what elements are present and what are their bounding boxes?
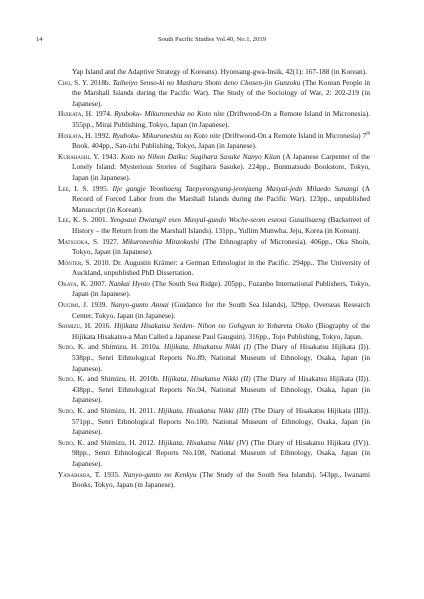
reference-text: (A Record of Forced Labor from the Marshall Islands during the Pacific War). 123pp., unpublished Manuscript (in Korean).	[72, 183, 370, 214]
reference-entry	[58, 78, 370, 110]
reference-author: Sudo	[58, 437, 73, 447]
reference-author-rest: , S. 1927.	[87, 236, 122, 246]
journal-title: South Pacific Studies Vol.40, No.1, 2019	[157, 36, 266, 43]
reference-author: Cho	[58, 77, 71, 87]
reference-text: (Driftwood-On a Remote Island in Micronesia). 355pp., Mirai Publishing, Tokyo, Japan (in Japanese).	[72, 109, 370, 129]
reference-title: Hijikata, Hisakatsu Nikki (I)	[163, 342, 251, 352]
reference-title: Hijikata, Hisakatsu Nikki (II)	[162, 374, 251, 384]
reference-entry	[58, 67, 370, 78]
reference-author-rest: , I. S. 1995.	[68, 183, 113, 193]
reference-title: Nankai Hyoto	[108, 278, 150, 288]
reference-author: Hijikata	[58, 109, 82, 119]
reference-title: Koto no Nihon Daiku: Sugihara Sasuke Nanyo Kitan	[120, 151, 281, 161]
reference-text: (The Study of the South Sea Islands). 543pp., Iwanami Books, Tokyo, Japan (in Japanese).	[72, 469, 370, 490]
reference-text: (A Japanese Carpenter of the Lonely Island: Mysterious Stories of Sugihara Sasuke). 224pp., Bunmatsudo Bookstore, Tokyo, Japan (in Japanese).	[72, 151, 370, 182]
reference-author-rest: , K. and Shimizu, H. 2010b.	[72, 374, 163, 384]
reference-author: Matsuoka	[58, 236, 88, 246]
reference-title: Mikuroneshia Minzokushi	[121, 236, 200, 246]
reference-entry	[58, 109, 370, 130]
reference-author-rest: , Y. 1943.	[89, 151, 121, 161]
reference-text: (The Diary of Hisakatsu Hijikata (II)). 438pp., Senri Ethnological Reports No.94, National Museum of Ethnology, Osaka, Japan (in Japanese).	[72, 374, 370, 405]
reference-author: Shimizu	[58, 321, 81, 331]
reference-superscript: th	[366, 131, 370, 137]
reference-title: Yeogsaui Dwiangil eseo Masyal-gundo Woche-seom eseoui Gusailsaeng	[110, 215, 326, 225]
page-number: 14	[36, 36, 43, 43]
reference-author-rest: , S. Y. 2018b.	[70, 77, 113, 87]
reference-author: Sudo	[58, 342, 73, 352]
reference-entry	[58, 131, 370, 152]
reference-text: (Guidance for the South Sea Islands), 329pp. Overseas Research Center, Tokyo, Japan (in Japanese).	[72, 300, 370, 320]
reference-author: Okaya	[58, 278, 77, 288]
reference-text: (The Korean People in the Marshall Islands during the Pacific War). The Study of the Sociology of War, 2: 202-219 (in Japanese).	[72, 77, 370, 108]
reference-entry	[58, 342, 370, 374]
reference-author-rest: , H. 1992.	[81, 130, 113, 140]
reference-entry	[58, 300, 370, 321]
reference-title: Ilje gangje Yeonhaeng Taepyeongyang-jeonjaeng Masyal-jedo Milaedo Sunangi	[112, 183, 359, 193]
reference-author: Mönter	[58, 257, 82, 267]
reference-title: Taiheiyo Senso-ki no Masharu Shoto deno Chosen-jin Gunzoku	[112, 77, 301, 87]
reference-author-rest: , K. and Shimizu, H. 2012.	[72, 437, 159, 447]
reference-text: Book. 404pp., San-ichi Publishing, Tokyo, Japan (in Japanese).	[72, 141, 257, 151]
reference-author-rest: , K. and Shimizu, H. 2011.	[72, 406, 158, 415]
reference-author: Ougimi	[58, 300, 79, 310]
reference-author: Sudo	[58, 374, 73, 384]
reference-entry	[58, 237, 370, 258]
reference-title: Nanyo-gunto Annai	[110, 300, 169, 310]
reference-text: (The Ethnography of Micronesia). 406pp., Oka Shoin, Tokyo, Japan (in Japanese).	[72, 236, 370, 257]
reference-entry	[58, 438, 370, 470]
reference-entry	[58, 279, 370, 300]
reference-author: Lee	[58, 215, 69, 225]
reference-title: Ryuboku- Mikuroneshia no Koto nite	[114, 109, 225, 119]
reference-author-rest: , T. 1935.	[89, 469, 124, 479]
reference-author-rest: , J. 1939.	[78, 300, 111, 310]
reference-text: (Biography of the Hijikata Hisakatsu-a Man Called a Japanese Paul Gauguin). 316pp., Tojo Publishing, Tokyo, Japan.	[72, 321, 370, 341]
reference-text: (Driftwood-On a Remote Island in Micronesia) 7	[220, 130, 367, 140]
reference-author: Sudo	[58, 406, 73, 415]
reference-text: (The Diary of Hisakatsu Hijikata (IV)). 98pp., Senri Ethnological Reports No.108, National Museum of Ethnology, Osaka, Japan (in Japanese).	[72, 437, 370, 468]
reference-title: Hijikata, Hisakatsu Nikki (IV)	[158, 437, 249, 447]
reference-text: (Backstreet of History – the Return from the Marshall Islands). 131pp., Yullim Munwha, Jeju, Korea (in Korean).	[72, 215, 370, 235]
reference-entry	[58, 152, 370, 184]
reference-author-rest: , K. S. 2001.	[68, 215, 111, 225]
reference-text: (The South Sea Ridge). 205pp., Fuzanbo International Publishers, Tokyo, Japan (in Japanese).	[72, 278, 370, 299]
reference-author: Lee	[58, 183, 69, 193]
reference-author-rest: , H. 1974.	[81, 109, 115, 119]
reference-author-rest: , H. 2016.	[80, 321, 115, 331]
reference-text: (The Diary of Hisakatsu Hijikata (III)). 571pp., Senri Ethnological Reports No.100, National Museum of Ethnology, Osaka, Japan (in Japanese).	[72, 406, 371, 437]
reference-author: Kurahashi	[58, 151, 90, 161]
reference-author-rest: , S. 2010.	[81, 257, 113, 267]
reference-entry	[58, 374, 370, 406]
running-header	[36, 34, 388, 46]
reference-text: (The Diary of Hisakatsu Hijikata (I)). 538pp., Senri Ethnological Reports No.89, National Museum of Ethnology, Osaka, Japan (in Japanese).	[72, 342, 370, 373]
reference-entry	[58, 184, 370, 216]
reference-text: Dr. Augustin Krämer: a German Ethnologist in the Pacific. 294pp., The University of Auckland, unpublished PhD Dissertation.	[72, 257, 370, 278]
reference-author: Yanaihara	[58, 469, 90, 479]
reference-list	[58, 67, 370, 491]
reference-title: Nanyo-gunto no Kenkyu	[123, 469, 197, 479]
reference-text: Yap Island and the Adaptive Strategy of Koreans). Hyonsang-gwa-Insik, 42(1): 167-188 (in Korean).	[72, 67, 367, 76]
reference-title: Hijikata Hisakatsu Seiden- Nihon no Gohgyan to Yobareta Otoko	[114, 321, 314, 331]
reference-author-rest: , K. and Shimizu, H. 2010a.	[72, 342, 164, 352]
reference-entry	[58, 321, 370, 342]
reference-entry	[58, 470, 370, 491]
reference-title: Hijikata, Hisakatsu Nikki (III)	[158, 406, 249, 415]
reference-entry	[58, 258, 370, 279]
reference-author: Hijikata	[58, 130, 82, 140]
reference-title: Ryuboku- Mikuroneshia no Koto nite	[112, 130, 221, 140]
reference-entry	[58, 215, 370, 236]
reference-author-rest: , K. 2007.	[76, 278, 109, 288]
reference-entry	[58, 406, 370, 438]
